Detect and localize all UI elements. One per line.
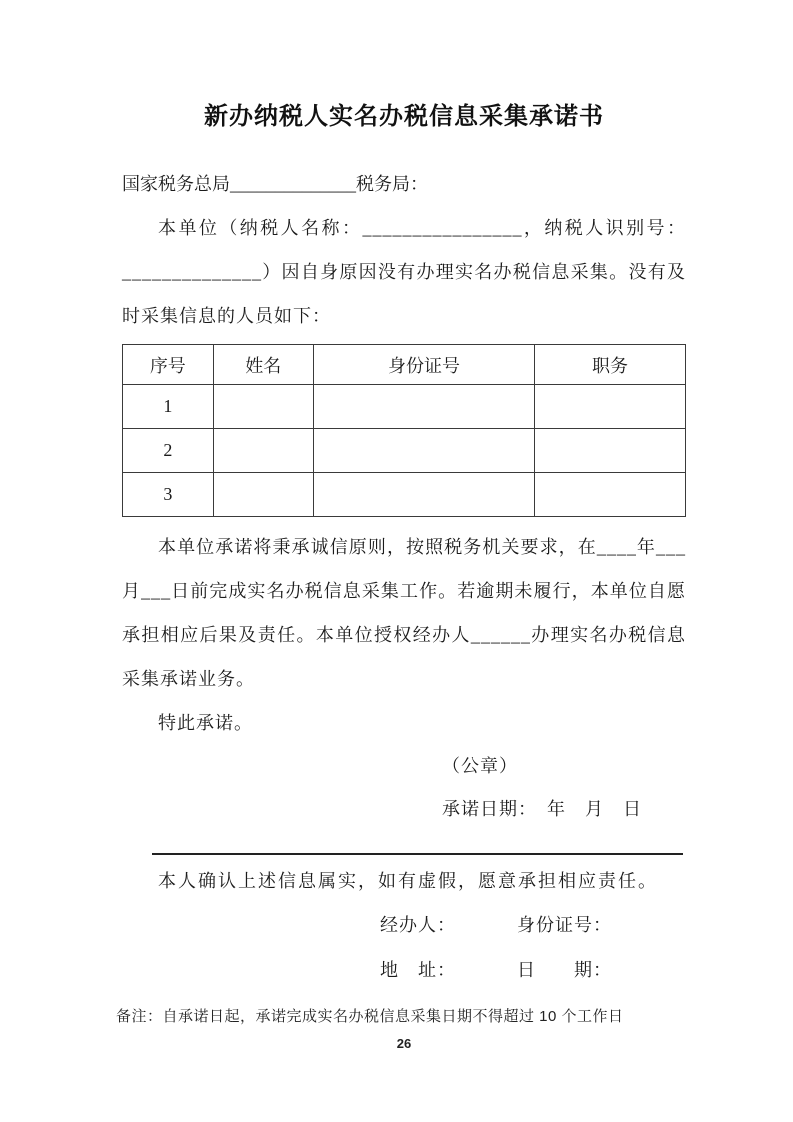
date-label: 日 期：	[517, 960, 612, 980]
cell-name	[213, 473, 313, 517]
cell-position	[535, 429, 686, 473]
table-header-id-number: 身份证号	[313, 345, 534, 385]
table-row	[123, 385, 686, 429]
table-header-serial: 序号	[123, 345, 214, 385]
page-title: 新办纳税人实名办税信息采集承诺书	[204, 103, 604, 130]
intro-paragraph: 本单位（纳税人名称：________________，纳税人识别号：______________）因自身原因没有办理实名办税信息采集。没有及时采集信息的人员如下：	[122, 218, 686, 326]
seal-placeholder: （公章）	[442, 756, 518, 776]
id-number-label: 身份证号：	[517, 915, 612, 935]
signature-row-address	[122, 948, 686, 993]
commitment-paragraph: 本单位承诺将秉承诚信原则，按照税务机关要求，在____年___月___日前完成实名办税信息采集工作。若逾期未履行，本单位自愿承担相应后果及责任。本单位授权经办人______办理实名办税信息采集承诺业务。	[122, 537, 686, 689]
personnel-table	[122, 344, 686, 517]
note-line: 备注：自承诺日起，承诺完成实名办税信息采集日期不得超过 10 个工作日	[116, 1008, 624, 1025]
cell-serial: 2	[123, 429, 214, 473]
cell-id-number	[313, 385, 534, 429]
cell-name	[213, 385, 313, 429]
cell-position	[535, 473, 686, 517]
page-number: 26	[396, 1036, 412, 1051]
salutation-line: 国家税务总局______________税务局：	[122, 174, 428, 194]
cell-id-number	[313, 473, 534, 517]
table-header-name: 姓名	[213, 345, 313, 385]
table-header-position: 职务	[535, 345, 686, 385]
table-row	[123, 473, 686, 517]
table-header-row	[123, 345, 686, 385]
cell-id-number	[313, 429, 534, 473]
agent-label: 经办人：	[380, 915, 456, 935]
cell-name	[213, 429, 313, 473]
pledge-line: 特此承诺。	[158, 713, 253, 733]
signature-row-agent	[122, 903, 686, 948]
cell-serial: 3	[123, 473, 214, 517]
signature-divider	[152, 853, 683, 855]
cell-position	[535, 385, 686, 429]
address-label: 地 址：	[380, 960, 456, 980]
cell-serial: 1	[123, 385, 214, 429]
commit-date-line: 承诺日期： 年 月 日	[442, 799, 642, 819]
confirm-statement: 本人确认上述信息属实，如有虚假，愿意承担相应责任。	[158, 871, 658, 891]
table-row	[123, 429, 686, 473]
